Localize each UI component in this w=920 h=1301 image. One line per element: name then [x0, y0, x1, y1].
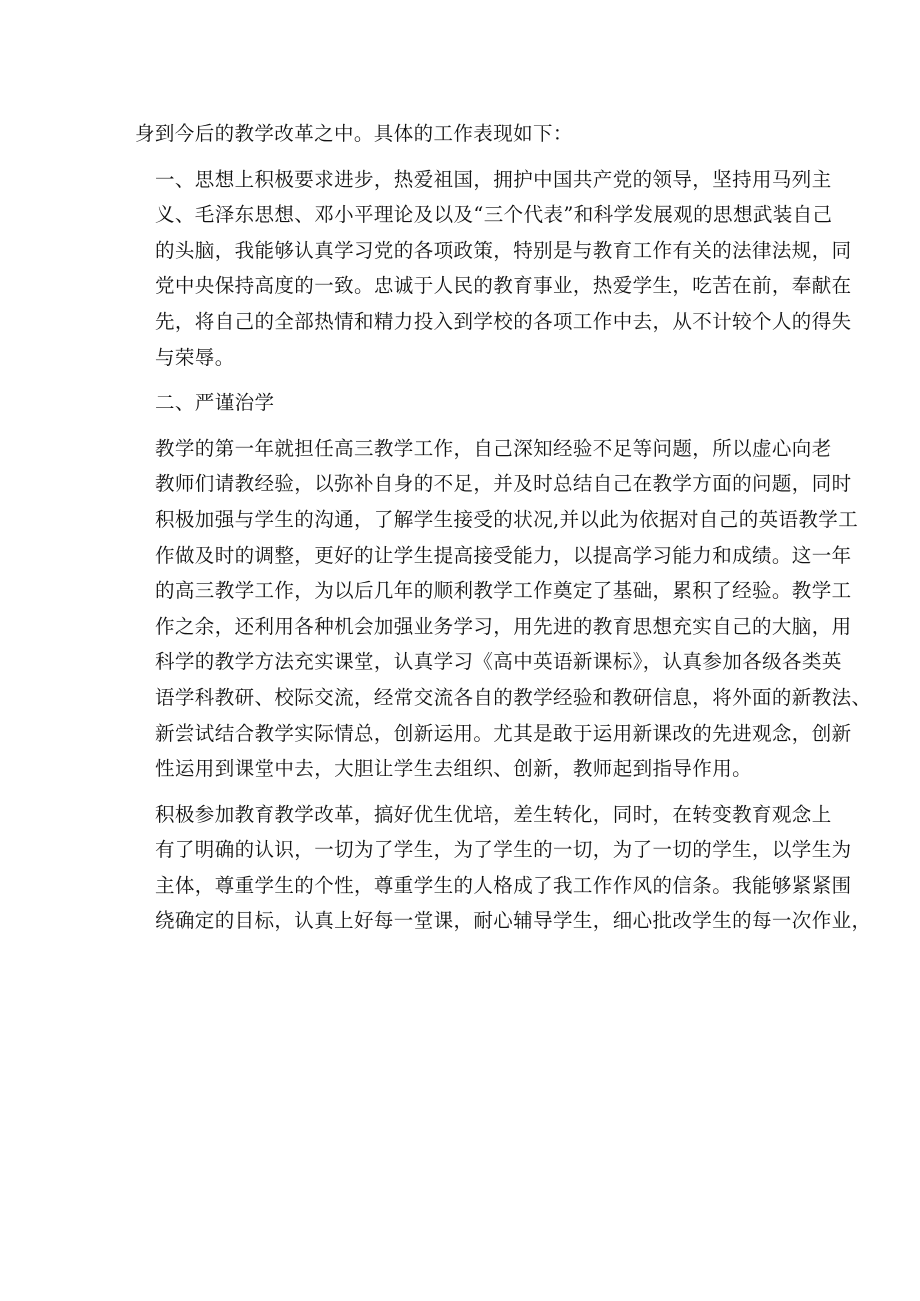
text-line: 语学科教研、校际交流，经常交流各自的教学经验和教研信息，将外面的新教法、	[155, 685, 872, 709]
text-line: 二、严谨治学	[155, 391, 275, 415]
text-line: 作之余，还利用各种机会加强业务学习，用先进的教育思想充实自己的大脑，用	[155, 614, 852, 638]
text-line: 党中央保持高度的一致。忠诚于人民的教育事业，热爱学生，吃苦在前，奉献在	[155, 274, 852, 298]
text-line: 有了明确的认识，一切为了学生，为了学生的一切，为了一切的学生，以学生为	[155, 838, 852, 862]
paragraph-reform	[135, 797, 872, 939]
document-body	[135, 116, 872, 939]
text-line: 先，将自己的全部热情和精力投入到学校的各项工作中去，从不计较个人的得失	[155, 309, 852, 333]
text-line: 义、毛泽东思想、邓小平理论及以及“三个代表”和科学发展观的思想武装自己	[155, 203, 833, 227]
paragraph-ideology	[135, 162, 852, 376]
text-line: 作做及时的调整，更好的让学生提高接受能力，以提高学习能力和成绩。这一年	[155, 543, 852, 567]
text-line: 的头脑，我能够认真学习党的各项政策，特别是与教育工作有关的法律法规，同	[155, 238, 852, 262]
text-line: 身到今后的教学改革之中。具体的工作表现如下：	[135, 122, 573, 145]
text-line: 教师们请教经验，以弥补自身的不足，并及时总结自己在教学方面的问题，同时	[155, 472, 852, 496]
text-line: 绕确定的目标，认真上好每一堂课，耐心辅导学生，细心批改学生的每一次作业，	[155, 909, 872, 933]
text-line: 积极加强与学生的沟通，了解学生接受的状况,并以此为依据对自己的英语教学工	[155, 507, 859, 531]
text-line: 教学的第一年就担任高三教学工作，自己深知经验不足等问题，所以虚心向老	[155, 436, 832, 460]
text-line: 的高三教学工作，为以后几年的顺利教学工作奠定了基础，累积了经验。教学工	[155, 579, 852, 603]
text-line: 一、思想上积极要求进步，热爱祖国，拥护中国共产党的领导，坚持用马列主	[155, 167, 832, 191]
text-line: 科学的教学方法充实课堂，认真学习《高中英语新课标》，认真参加各级各类英	[155, 650, 842, 674]
text-line: 性运用到课堂中去，大胆让学生去组织、创新，教师起到指导作用。	[155, 757, 753, 781]
paragraph-teaching	[135, 431, 872, 787]
paragraph-intro	[135, 116, 795, 152]
text-line: 积极参加教育教学改革，搞好优生优培，差生转化，同时，在转变教育观念上	[155, 802, 832, 826]
text-line: 主体，尊重学生的个性，尊重学生的人格成了我工作作风的信条。我能够紧紧围	[155, 873, 852, 897]
text-line: 新尝试结合教学实际情总，创新运用。尤其是敢于运用新课改的先进观念，创新	[155, 721, 852, 745]
text-line: 与荣辱。	[155, 345, 235, 369]
section-heading	[135, 385, 795, 421]
